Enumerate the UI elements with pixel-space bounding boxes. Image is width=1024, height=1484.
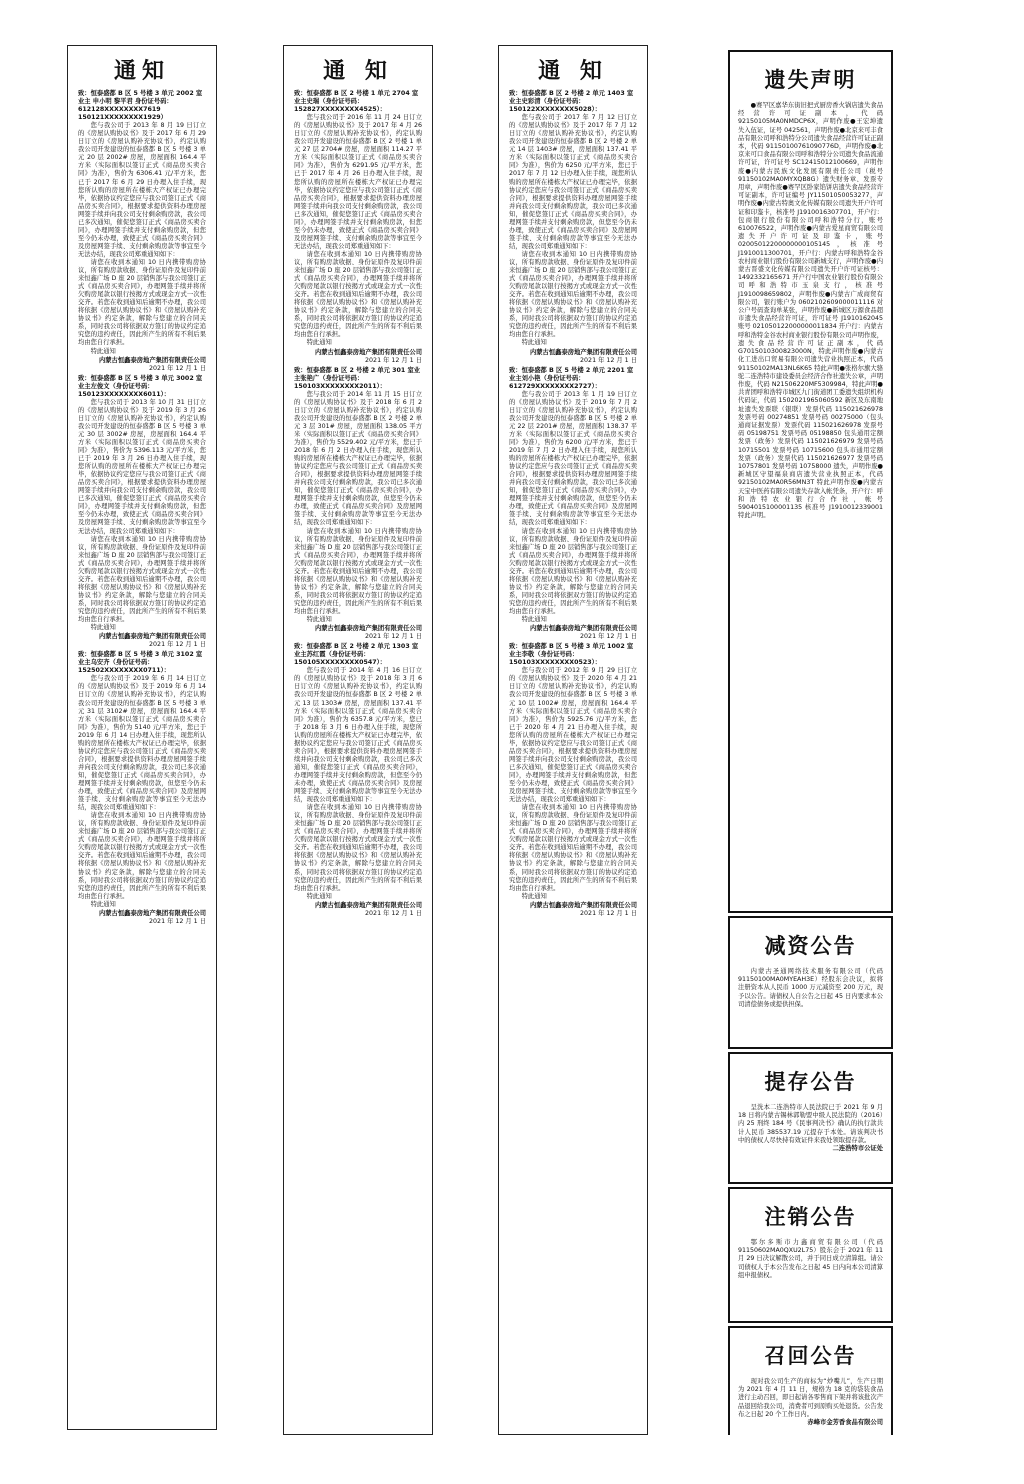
notice-recipient: 致：恒泰盛都 B 区 5 号楼 2 单元 2201 室业主刘小艳（身份证号码：612729XXXXXXXX2727）：: [509, 366, 634, 390]
box-text: 内蒙古圣通网络技术服务有限公司（代码 91150100MA0MYEAH3E）经股东会决议，拟将注册资本从人民币 1000 万元减资至 200 万元，现予以公告。请债权人自公告之日起 45 日内要求本公司清偿债务或提供担保。: [738, 968, 883, 1008]
notice-signature: 内蒙古恒鑫泰房地产集团有限责任公司: [98, 356, 206, 364]
notice-paragraph: 您与我公司于 2019 年 6 月 14 日订立的《房屋认购协议书》及于 2019 年 6 月 14 日订立的《房屋认购补充协议书》，约定认购我公司开发建设的恒泰盛都 B 区 5 号楼 3 单元 31 层 3102# 房屋，房屋面积 164.4 平方米（实际面积以签订正式《商品房买卖合同》为准），售价为 5140 元/平方米，您已于 2019 年 6 月 14 日办理入住手续，现您所认购的房屋所在楼栋大产权证已办理完毕，依据协议约定您应与我公司签订正式《商品房买卖合同》，根据要求提供资料办理房屋网签手续并向我公司支付剩余购房款，我公司已多次通知，催促您签订正式《商品房买卖合同》，办理网签手续并支付剩余购房款，但您至今仍未办理，致使正式《商品房买卖合同》及房屋网签手续、支付剩余购房款等事宜至今无法办结，现我公司郑重通知如下：: [78, 675, 206, 812]
notice-date: 2021 年 12 月 1 日: [580, 909, 637, 917]
notice-paragraph: 您与我公司于 2013 年 1 月 19 日订立的《房屋认购协议书》及于 2019 年 7 月 2 日订立的《房屋认购补充协议书》，约定认购我公司开发建设的恒泰盛都 B 区 5 号楼 2 单元 22 层 2201# 房屋，房屋面积 138.37 平方米（实际面积以签订正式《商品房买卖合同》为准），售价为 6200 元/平方米，您已于 2019 年 7 月 2 日办理入住手续，现您所认购的房屋所在楼栋大产权证已办理完毕，依据协议约定您应与我公司签订正式《商品房买卖合同》，根据要求提供资料办理房屋网签手续并向我公司支付剩余购房款，我公司已多次通知，催促您签订正式《商品房买卖合同》，办理网签手续并支付剩余购房款，但您至今仍未办理，致使正式《商品房买卖合同》及房屋网签手续、支付剩余购房款等事宜至今无法办结，现我公司郑重通知如下：: [509, 390, 637, 527]
box-title: 提存公告: [764, 1070, 857, 1094]
column-title: 通知: [113, 59, 170, 84]
notice-date: 2021 年 12 月 1 日: [365, 909, 422, 917]
notice-closing: 特此通知: [521, 339, 547, 347]
notice-closing: 特此通知: [90, 900, 116, 908]
notice-recipient: 致：恒泰盛都 B 区 5 号楼 3 单元 1002 室业主李敬（身份证号码：150103XXXXXXXX0523）：: [509, 643, 634, 667]
box-title: 减资公告: [764, 934, 857, 958]
box-title: 遗失声明: [764, 68, 857, 92]
notice-closing: 特此通知: [306, 339, 332, 347]
notice-signature: 内蒙古恒鑫泰房地产集团有限责任公司: [98, 909, 206, 917]
column-title: 通 知: [538, 59, 608, 84]
notice-date: 2021 年 12 月 1 日: [149, 641, 206, 649]
notice-recipient: 致：恒泰盛都 B 区 5 号楼 3 单元 2002 室业主 申小明 黎平君 身份证号码：612128XXXXXXXX7619 150121XXXXXXXX1929）: [78, 90, 203, 122]
box-title: 注销公告: [764, 1205, 857, 1229]
box-text: ●赛罕区嘉华东街旧把式厨房香火锅店遗失食品经营许可证副本，代码 92150105MA0NMDCP6X，声明作废●王宏坤遗失入伍证，证号 042561，声明作废●北京来可丰食品有限公司呼和浩特分公司遗失食品经营许可证正副本，代码 91150100761090776D，声明作废●北京来可口食品有限公司呼和浩特分公司遗失食品流通许可证，许可证号 SC12415012100669，声明作废●内蒙古民族文化发展有限责任公司（税号 91150102MA0MYXQB8G）遗失财务章、发票专用章，声明作废●赛罕区卧家馅饼店遗失食品经营许可证副本，许可证编号 JY11501050053277，声明作废●内蒙古特奥文化传媒有限公司遗失开户许可证和印鉴卡，核准号 J1910016307701，开户行：包商银行股份有限公司呼和浩特分行，账号 610076522，声明作废●内蒙古爱星商贸有限公司遗失开户许可证及印鉴卡，账号 02005012200000000105145，核准号 J1910011300701，开户行：内蒙古呼和浩特金谷农村商业银行股份有限公司新城支行，声明作废●内蒙古晋盛文化传媒有限公司遗失开户许可证核号：1492332165671 开户行中国农业银行股份有限公司呼和浩特市玉泉支行，核准号 J1910098659802，声明作废●内蒙古广成商贸有限公司，银行账户为 0602102609000011116 对公户号码查询单某张，声明作废●新城区万源食品超市遗失食品经营许可证，许可证号 J1910162045 账号 021050122000000011834 开户行：内蒙古呼和浩特金谷农村商业银行股份有限公司声明作废，遗失食品经营许可证正副本，代码 G7015010300823000N，特此声明作废●内蒙古化工进出口贸易有限公司遗失营业执照正本，代码 91150102MA13NL6K65 特此声明●张格尔旗大骆驼二连浩特市建设委员会经济合作社遗失公章，声明作废，代码 N21506220MF5309984，特此声明●共青团呼和浩特市城区九门街道团工委遗失组织机构代码证，代码 1502021965060592 新区及东南地址遗失发票联（银联）发票代码 115021626978 发票号码 00274851 发票号码 00275000（包头通商证据发票）发票代码 115021626978 发票号码 05198751 发票号码 05198850 包头通用定额发票（政务）发票代码 115021626979 发票号码 10715501 发票号码 10715600 包头市通用定额发票（政务）发票代码 115021626977 发票号码 10757801 发票号码 10758000 遗失，声明作废●新城区守望福泉商店遗失营业执照正本，代码 92150102MA0R56MN3T 特此声明作废●内蒙古天宝中医药有限公司遗失存款入帐凭条，开户行：呼和浩特农业银行合作社，帐号 5904015100001135 核准号 J1910012339001 特此声明。: [738, 102, 883, 520]
deregistration-box: [728, 1187, 893, 1323]
box-text: 呈洗本二连浩特市人民法院已于 2021 年 9 月 18 日将内蒙古锡林郭勒盟中级人民法院的（2016）内 25 刑终 184 号《民事判决书》确认的执行款共计人民币 385537.19 元提存于本处。请该判决书中的债权人尽快持有效证件来我处领取提存款。: [738, 1104, 883, 1144]
box-text: 鄂尔多斯市力鑫商贸有限公司（代码 91150602MA0QXU2L75）股东会于 2021 年 11 月 29 日决议解散公司，并于同日成立清算组。请公司债权人于本公告发布之日起 45 日内向本公司清算组申报债权。: [738, 1239, 883, 1279]
capital-reduction-box: [728, 916, 893, 1049]
notice-paragraph: 请您在收到本通知 10 日内携带购房协议，所有购房款收据、身份证原件及复印件前来恒鑫广场 D 座 20 层销售部与我公司签订正式《商品房买卖合同》，办理网签手续并将所欠购房尾款以银行按揭方式或现金方式一次性交齐。若您在收到通知后逾期不办理，我公司将依据《房屋认购协议书》和《房屋认购补充协议书》约定条款，解除与您建立的合同关系，同时我公司将依据双方签订的协议约定追究您的违约责任，因此所产生的所有不利后果均由您自行承担。: [509, 804, 637, 892]
notice-column-1: [67, 45, 217, 1430]
recall-notice-box: [728, 1326, 893, 1435]
lost-declaration-box: [728, 50, 893, 913]
notice-recipient: 致：恒泰盛都 B 区 5 号楼 3 单元 3102 室业主乌安齐（身份证号码：152502XXXXXXXX0711）：: [78, 651, 203, 675]
notice-date: 2021 年 12 月 1 日: [365, 356, 422, 364]
notice-body: [284, 84, 432, 918]
notice-paragraph: 您与我公司于 2013 年 10 月 31 日订立的《房屋认购协议书》及于 2019 年 3 月 26 日订立的《房屋认购补充协议书》，约定认购我公司开发建设的恒泰盛都 B 区 5 号楼 3 单元 30 层 3002# 房屋，房屋面积 164.4 平方米（实际面积以签订正式《商品房买卖合同》为准），售价为 5396.113 元/平方米，您已于 2019 年 3 月 26 日办理入住手续，现您所认购的房屋所在楼栋大产权证已办理完毕，依据协议约定您应与我公司签订正式《商品房买卖合同》，根据要求提供资料办理房屋网签手续并向我公司支付剩余购房款，我公司已多次通知，催促您签订正式《商品房买卖合同》，办理网签手续并支付剩余购房款，但您至今仍未办理，致使正式《商品房买卖合同》及房屋网签手续、支付剩余购房款等事宜至今无法办结，现我公司郑重通知如下：: [78, 398, 206, 535]
box-signature: 赤峰市金芳香食品有限公司: [807, 1419, 883, 1427]
notice-paragraph: 您与我公司于 2012 年 9 月 29 日订立的《房屋认购协议书》及于 2020 年 4 月 21 日订立的《房屋认购补充协议书》，约定认购我公司开发建设的恒泰盛都 B 区 5 号楼 3 单元 10 层 1002# 房屋，房屋面积 164.4 平方米（实际面积以签订正式《商品房买卖合同》为准），售价为 5925.76 元/平方米，您已于 2020 年 4 月 21 日办理入住手续，现您所认购的房屋所在楼栋大产权证已办理完毕，依据协议约定您应与我公司签订正式《商品房买卖合同》，根据要求提供资料办理房屋网签手续并向我公司支付剩余购房款，我公司已多次通知，催促您签订正式《商品房买卖合同》，办理网签手续并支付剩余购房款，但您至今仍未办理，致使正式《商品房买卖合同》及房屋网签手续、支付剩余购房款等事宜至今无法办结，现我公司郑重通知如下：: [509, 667, 637, 804]
notice-paragraph: 您与我公司于 2014 年 11 月 15 日订立的《房屋认购协议书》及于 2018 年 6 月 2 日订立的《房屋认购补充协议书》，约定认购我公司开发建设的恒泰盛都 B 区 2 号楼 2 单元 3 层 301# 房屋，房屋面积 138.05 平方米（实际面积以签订正式《商品房买卖合同》为准），售价为 5529.402 元/平方米，您已于 2018 年 6 月 2 日办理入住手续，现您所认购的房屋所在楼栋大产权证已办理完毕，依据协议约定您应与我公司签订正式《商品房买卖合同》，根据要求提供资料办理房屋网签手续并向我公司支付剩余购房款，我公司已多次通知，催促您签订正式《商品房买卖合同》，办理网签手续并支付剩余购房款，但您至今仍未办理，致使正式《商品房买卖合同》及房屋网签手续、支付剩余购房款等事宜至今无法办结，现我公司郑重通知如下：: [294, 390, 422, 527]
notice-closing: 特此通知: [306, 892, 332, 900]
notice-paragraph: 您与我公司于 2013 年 8 月 19 日订立的《房屋认购协议书》及于 2017 年 6 月 29 日订立的《房屋认购补充协议书》，约定认购我公司开发建设的恒泰盛都 B 区 5 号楼 3 单元 20 层 2002# 房屋，房屋面积 164.4 平方米（实际面积以签订正式《商品房买卖合同》为准），售价为 6306.41 元/平方米，您已于 2017 年 6 月 29 日办理入住手续，现您所认购的房屋所在楼栋大产权证已办理完毕，依据协议约定您应与我公司签订正式《商品房买卖合同》，根据要求提供资料办理房屋网签手续并向我公司支付剩余购房款，我公司已多次通知，催促您签订正式《商品房买卖合同》，办理网签手续并支付剩余购房款，但您至今仍未办理，致使正式《商品房买卖合同》及房屋网签手续、支付剩余购房款等事宜至今无法办结，现我公司郑重通知如下：: [78, 122, 206, 258]
notice-closing: 特此通知: [521, 616, 547, 624]
notice-paragraph: 请您在收到本通知 10 日内携带购房协议，所有购房款收据、身份证原件及复印件前来恒鑫广场 D 座 20 层销售部与我公司签订正式《商品房买卖合同》，办理网签手续并将所欠购房尾款以银行按揭方式或现金方式一次性交齐。若您在收到通知后逾期不办理，我公司将依据《房屋认购协议书》和《房屋认购补充协议书》约定条款，解除与您建立的合同关系，同时我公司将依据双方签订的协议约定追究您的违约责任，因此所产生的所有不利后果均由您自行承担。: [78, 812, 206, 900]
notice-paragraph: 请您在收到本通知 10 日内携带购房协议，所有购房款收据、身份证原件及复印件前来恒鑫广场 D 座 20 层销售部与我公司签订正式《商品房买卖合同》，办理网签手续并将所欠购房尾款以银行按揭方式或现金方式一次性交齐。若您在收到通知后逾期不办理，我公司将依据《房屋认购协议书》和《房屋认购补充协议书》约定条款，解除与您建立的合同关系，同时我公司将依据双方签订的协议约定追究您的违约责任，因此所产生的所有不利后果均由您自行承担。: [509, 250, 637, 339]
column-title: 通 知: [323, 59, 393, 84]
notice-paragraph: 您与我公司于 2014 年 4 月 16 日订立的《房屋认购协议书》及于 2018 年 3 月 6 日订立的《房屋认购补充协议书》，约定认购我公司开发建设的恒泰盛都 B 区 2 号楼 2 单元 13 层 1303# 房屋，房屋面积 137.41 平方米（实际面积以签订正式《商品房买卖合同》为准），售价为 6357.8 元/平方米，您已于 2018 年 3 月 6 日办理入住手续，现您所认购的房屋所在楼栋大产权证已办理完毕，依据协议约定您应与我公司签订正式《商品房买卖合同》，根据要求提供资料办理房屋网签手续并向我公司支付剩余购房款，我公司已多次通知，催促您签订正式《商品房买卖合同》，办理网签手续并支付剩余购房款，但您至今仍未办理，致使正式《商品房买卖合同》及房屋网签手续、支付剩余购房款等事宜至今无法办结，现我公司郑重通知如下：: [294, 667, 422, 804]
deposit-notice-box: [728, 1052, 893, 1184]
notice-signature: 内蒙古恒鑫泰房地产集团有限责任公司: [314, 348, 422, 356]
notice-closing: 特此通知: [90, 347, 116, 355]
box-signature: 二连浩特市公证处: [832, 1145, 883, 1153]
box-text: 现对我公司生产的商标为“炒嘴儿”，生产日期为 2021 年 4 月 11 日，规格为 18 克的袋装食品进行主动召回，即日起请各零售商下架并将该批次产品退回给我公司，消费者可到原购买处退货。公告发布之日起 20 个工作日内。: [738, 1378, 883, 1418]
notice-paragraph: 您与我公司于 2017 年 7 月 12 日订立的《房屋认购协议书》及于 2017 年 7 月 12 日订立的《房屋认购补充协议书》，约定认购我公司开发建设的恒泰盛都 B 区 2 号楼 2 单元 14 层 1403# 房屋，房屋面积 137.41 平方米（实际面积以签订正式《商品房买卖合同》为准），售价为 6250 元/平方米，您已于 2017 年 7 月 12 日办理入住手续，现您所认购的房屋所在楼栋大产权证已办理完毕，依据协议约定您应与我公司签订正式《商品房买卖合同》，根据要求提供资料办理房屋网签手续并向我公司支付剩余购房款，我公司已多次通知，催促您签订正式《商品房买卖合同》，办理网签手续并支付剩余购房款，但您至今仍未办理，致使正式《商品房买卖合同》及房屋网签手续、支付剩余购房款等事宜至今无法办结，现我公司郑重通知如下：: [509, 114, 637, 250]
notice-signature: 内蒙古恒鑫泰房地产集团有限责任公司: [529, 901, 637, 909]
notice-column-2: [283, 45, 433, 1435]
notice-date: 2021 年 12 月 1 日: [149, 364, 206, 372]
notice-column-3: [498, 45, 648, 1435]
notice-signature: 内蒙古恒鑫泰房地产集团有限责任公司: [529, 348, 637, 356]
notice-date: 2021 年 12 月 1 日: [580, 356, 637, 364]
notice-signature: 内蒙古恒鑫泰房地产集团有限责任公司: [314, 625, 422, 633]
notice-body: [68, 84, 216, 926]
notice-body: [499, 84, 647, 918]
notice-date: 2021 年 12 月 1 日: [365, 633, 422, 641]
notice-date: 2021 年 12 月 1 日: [580, 633, 637, 641]
box-title: 召回公告: [764, 1344, 857, 1368]
notice-paragraph: 请您在收到本通知 10 日内携带购房协议，所有购房款收据、身份证原件及复印件前来恒鑫广场 D 座 20 层销售部与我公司签订正式《商品房买卖合同》，办理网签手续并将所欠购房尾款以银行按揭方式或现金方式一次性交齐。若您在收到通知后逾期不办理，我公司将依据《房屋认购协议书》和《房屋认购补充协议书》约定条款，解除与您建立的合同关系，同时我公司将依据双方签订的协议约定追究您的违约责任，因此所产生的所有不利后果均由您自行承担。: [294, 804, 422, 892]
notice-signature: 内蒙古恒鑫泰房地产集团有限责任公司: [98, 633, 206, 641]
notice-recipient: 致：恒泰盛都 B 区 2 号楼 1 单元 2704 室业主史瑞（身份证号码：152827XXXXXXXX4525）：: [294, 90, 419, 114]
notice-paragraph: 请您在收到本通知 10 日内携带购房协议，所有购房款收据、身份证原件及复印件前来恒鑫广场 D 座 20 层销售部与我公司签订正式《商品房买卖合同》，办理网签手续并将所欠购房尾款以银行按揭方式或现金方式一次性交齐。若您在收到通知后逾期不办理，我公司将依据《房屋认购协议书》和《房屋认购补充协议书》约定条款，解除与您建立的合同关系，同时我公司将依据双方签订的协议约定追究您的违约责任，因此所产生的所有不利后果均由您自行承担。: [78, 535, 206, 624]
notice-closing: 特此通知: [306, 616, 332, 624]
notice-recipient: 致：恒泰盛都 B 区 2 号楼 2 单元 1303 室业主苏红霞（身份证号码：150105XXXXXXXX0547）：: [294, 643, 419, 667]
notice-paragraph: 请您在收到本通知 10 日内携带购房协议，所有购房款收据、身份证原件及复印件前来恒鑫广场 D 座 20 层销售部与我公司签订正式《商品房买卖合同》，办理网签手续并将所欠购房尾款以银行按揭方式或现金方式一次性交齐。若您在收到通知后逾期不办理，我公司将依据《房屋认购协议书》和《房屋认购补充协议书》约定条款，解除与您建立的合同关系，同时我公司将依据双方签订的协议约定追究您的违约责任，因此所产生的所有不利后果均由您自行承担。: [294, 527, 422, 615]
notice-closing: 特此通知: [521, 892, 547, 900]
notice-signature: 内蒙古恒鑫泰房地产集团有限责任公司: [314, 901, 422, 909]
notice-recipient: 致：恒泰盛都 B 区 2 号楼 2 单元 301 室业主张艳广（身份证号码：150103XXXXXXXX2011）：: [294, 366, 421, 390]
notice-paragraph: 请您在收到本通知 10 日内携带购房协议，所有购房款收据、身份证原件及复印件前来恒鑫广场 D 座 20 层销售部与我公司签订正式《商品房买卖合同》，办理网签手续并将所欠购房尾款以银行按揭方式或现金方式一次性交齐。若您在收到通知后逾期不办理，我公司将依据《房屋认购协议书》和《房屋认购补充协议书》约定条款，解除与您建立的合同关系，同时我公司将依据双方签订的协议约定追究您的违约责任，因此所产生的所有不利后果均由您自行承担。: [509, 527, 637, 615]
announcement-column: [728, 50, 893, 1435]
notice-recipient: 致：恒泰盛都 B 区 5 号楼 3 单元 3002 室业主左俊文（身份证号码：150123XXXXXXXX6011）：: [78, 374, 203, 398]
notice-recipient: 致：恒泰盛都 B 区 2 号楼 2 单元 1403 室业主史彩清（身份证号码：150122XXXXXXXX5028）：: [509, 90, 634, 114]
notice-paragraph: 请您在收到本通知 10 日内携带购房协议，所有购房款收据、身份证原件及复印件前来恒鑫广场 D 座 20 层销售部与我公司签订正式《商品房买卖合同》，办理网签手续并将所欠购房尾款以银行按揭方式或现金方式一次性交齐。若您在收到通知后逾期不办理，我公司将依据《房屋认购协议书》和《房屋认购补充协议书》约定条款，解除与您建立的合同关系，同时我公司将依据双方签订的协议约定追究您的违约责任，因此所产生的所有不利后果均由您自行承担。: [294, 250, 422, 339]
notice-paragraph: 请您在收到本通知 10 日内携带购房协议，所有购房款收据、身份证原件及复印件前来恒鑫广场 D 座 20 层销售部与我公司签订正式《商品房买卖合同》，办理网签手续并将所欠购房尾款以银行按揭方式或现金方式一次性交齐。若您在收到通知后逾期不办理，我公司将依据《房屋认购协议书》和《房屋认购补充协议书》约定条款，解除与您建立的合同关系，同时我公司将依据双方签订的协议约定追究您的违约责任，因此所产生的所有不利后果均由您自行承担。: [78, 258, 206, 347]
notice-paragraph: 您与我公司于 2016 年 11 月 24 日订立的《房屋认购协议书》及于 2017 年 4 月 26 日订立的《房屋认购补充协议书》，约定认购我公司开发建设的恒泰盛都 B 区 2 号楼 1 单元 27 层 2704# 房屋，房屋面积 114.27 平方米（实际面积以签订正式《商品房买卖合同》为准），售价为 6291.95 元/平方米，您已于 2017 年 4 月 26 日办理入住手续，现您所认购的房屋所在楼栋大产权证已办理完毕，依据协议约定您应与我公司签订正式《商品房买卖合同》，根据要求提供资料办理房屋网签手续并向我公司支付剩余购房款，我公司已多次通知，催促您签订正式《商品房买卖合同》，办理网签手续并支付剩余购房款，但您至今仍未办理，致使正式《商品房买卖合同》及房屋网签手续、支付剩余购房款等事宜至今无法办结，现我公司郑重通知如下：: [294, 114, 422, 250]
notice-signature: 内蒙古恒鑫泰房地产集团有限责任公司: [529, 625, 637, 633]
notice-date: 2021 年 12 月 1 日: [149, 917, 206, 925]
notice-closing: 特此通知: [90, 624, 116, 632]
